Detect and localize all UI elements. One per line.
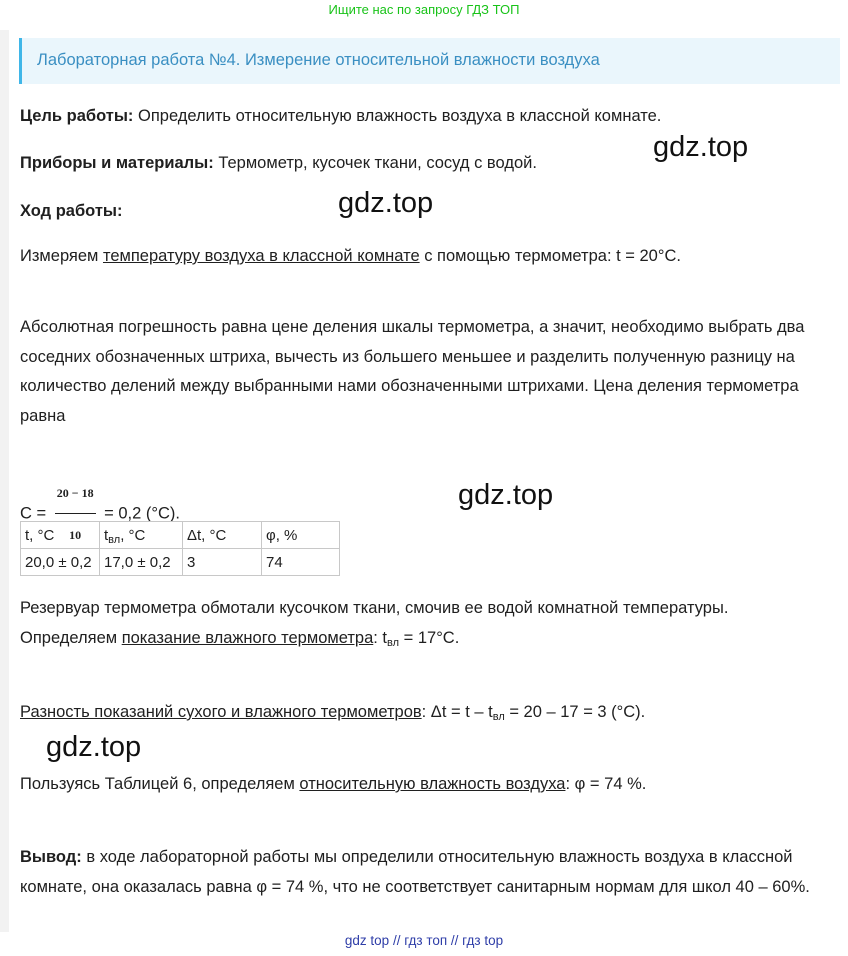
left-border (0, 30, 9, 932)
table-header-row (21, 522, 340, 549)
step3-before: Определяем (20, 629, 122, 647)
table-row (21, 549, 340, 576)
formula-prefix: С = (20, 504, 51, 523)
table-header-cell: φ, % (262, 522, 340, 549)
wet-thermometer-link[interactable]: показание влажного термометра (121, 629, 374, 647)
step4-after-a: : Δt = t – t (421, 703, 493, 721)
fraction-denominator: 10 (69, 528, 82, 542)
goal-text: Определить относительную влажность воздуха в классной комнате. (133, 107, 662, 125)
difference-link[interactable]: Разность показаний сухого и влажного термометров (20, 703, 422, 721)
step1-after: с помощью термометра: t = 20°С. (419, 247, 681, 265)
conclusion (20, 843, 830, 902)
step-division-text: Абсолютная погрешность равна цене деления шкалы термометра, а значит, необходимо выбрать два соседних обозначенных штриха, вычесть из большего меньшее и разделить полученную разницу на количество делений между выбранными нами обозначенными штрихами. Цена деления термометра равна (20, 318, 805, 425)
step4-sub: вл (492, 711, 505, 723)
conclusion-label: Вывод: (20, 848, 82, 866)
table-header-cell: Δt, °С (183, 522, 262, 549)
fraction-numerator: 20 − 18 (55, 474, 96, 514)
formula-suffix: = 0,2 (°С). (99, 504, 180, 523)
step3-after-b: = 17°С. (399, 629, 460, 647)
watermark: gdz.top (458, 479, 554, 511)
step-wet-reading (20, 628, 459, 648)
footer-links[interactable]: gdz top // гдз топ // гдз top (344, 933, 504, 948)
table-header-cell: t, °С (21, 522, 100, 549)
table-cell: 20,0 ± 0,2 (21, 549, 100, 576)
step-difference (20, 702, 645, 722)
step-humidity (20, 774, 646, 794)
tools-text: Термометр, кусочек ткани, сосуд с водой. (213, 154, 537, 172)
search-hint-link[interactable]: Ищите нас по запросу ГДЗ ТОП (328, 2, 520, 17)
goal-label: Цель работы: (20, 107, 134, 125)
title-box (19, 38, 840, 84)
step5-before: Пользуясь Таблицей 6, определяем (20, 775, 300, 793)
page-title: Лабораторная работа №4. Измерение относительной влажности воздуха (37, 51, 600, 69)
goal-line (20, 106, 661, 126)
step-wet-cloth: Резервуар термометра обмотали кусочком ткани, смочив ее водой комнатной температуры. (20, 599, 729, 617)
step3-after-a: : t (373, 629, 388, 647)
step5-after: : φ = 74 %. (565, 775, 647, 793)
tools-line (20, 153, 537, 173)
step4-after-b: = 20 – 17 = 3 (°С). (504, 703, 646, 721)
humidity-link[interactable]: относительную влажность воздуха (299, 775, 566, 793)
conclusion-text: в ходе лабораторной работы мы определили относительную влажность воздуха в классной комнате, она оказалась равна φ = 74 %, что не соответствует санитарным нормам для школ 40 – 60%. (20, 848, 810, 896)
results-table (20, 521, 340, 576)
progress-label: Ход работы: (20, 202, 123, 220)
table-cell: 74 (262, 549, 340, 576)
tools-label: Приборы и материалы: (20, 154, 214, 172)
watermark: gdz.top (338, 187, 434, 219)
step-temperature (20, 246, 681, 266)
watermark: gdz.top (46, 731, 142, 763)
step3-sub: вл (387, 637, 400, 649)
step1-before: Измеряем (20, 247, 103, 265)
table-cell: 3 (183, 549, 262, 576)
progress-heading (20, 201, 123, 221)
watermark: gdz.top (653, 131, 749, 163)
table-cell: 17,0 ± 0,2 (100, 549, 183, 576)
temperature-link[interactable]: температуру воздуха в классной комнате (102, 247, 420, 265)
table-header-cell: $t_{вл}$, °С (100, 522, 183, 549)
